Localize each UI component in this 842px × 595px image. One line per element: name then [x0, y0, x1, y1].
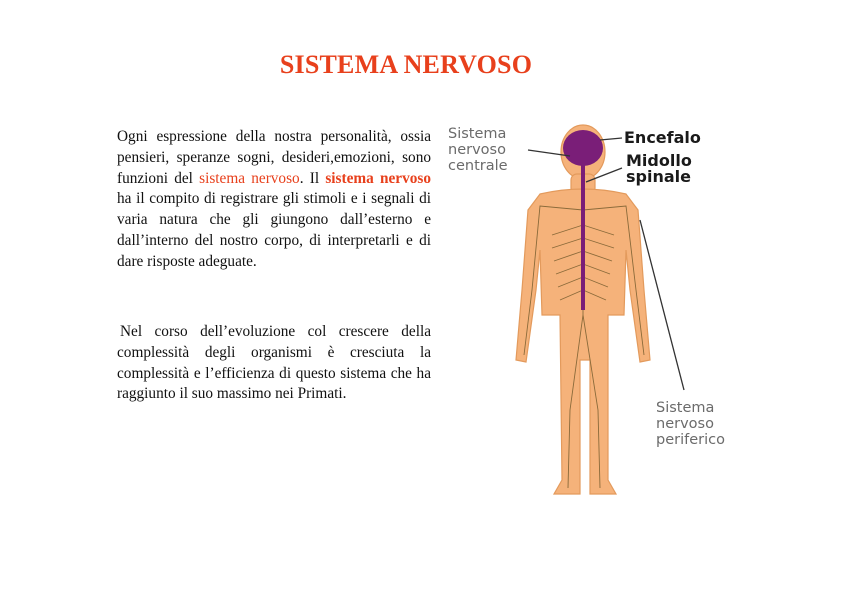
intro-rest-text: ha il compito di registrare gli stimoli e i segnali di varia natura che gli giungono dall’esterno e dall’interno del nostro corpo, di interpretarli e di dare risposte adeguate. — [117, 190, 431, 270]
svg-text:periferico — [656, 432, 725, 448]
intro-paragraph — [117, 127, 431, 273]
intro-text: Ogni espressione della nostra personalità, ossia pensieri, speranze sogni, desideri,emozioni, sono funzioni del — [117, 128, 431, 187]
snp-label-line2: nervoso — [656, 416, 714, 432]
snp-label-line3: periferico — [656, 432, 725, 448]
snp-label-line1: Sistema — [656, 400, 715, 416]
spinal-cord — [581, 164, 585, 310]
svg-text:nervoso — [448, 142, 506, 158]
svg-text:centrale — [448, 158, 508, 174]
svg-text:Sistema — [448, 126, 506, 142]
term-bold-highlight: sistema nervoso — [325, 169, 431, 187]
midollo-label-line1: Midollo — [626, 151, 692, 170]
brain-icon — [563, 130, 603, 166]
svg-text:Sistema — [656, 400, 714, 416]
svg-text:Encefalo — [624, 128, 701, 147]
intro-mid-text: . Il — [299, 169, 320, 187]
nervous-system-figure — [440, 110, 760, 505]
snc-label-line2: nervoso — [448, 142, 506, 158]
svg-text:nervoso — [656, 416, 714, 432]
evolution-paragraph: Nel corso dell’evoluzione col crescere della complessità degli organismi è cresciuta la complessità e l’efficienza di questo sistema che ha raggiunto il suo massimo nei Primati. — [117, 323, 431, 403]
midollo-label-line2: spinale — [626, 167, 691, 186]
encefalo-label: Encefalo — [624, 128, 701, 147]
snc-label-line3: centrale — [448, 158, 508, 174]
page-title: SISTEMA NERVOSO — [279, 50, 533, 79]
svg-text:spinale — [626, 167, 691, 186]
term-highlight: sistema nervoso — [199, 169, 300, 187]
snc-label-line1: Sistema — [448, 126, 507, 142]
